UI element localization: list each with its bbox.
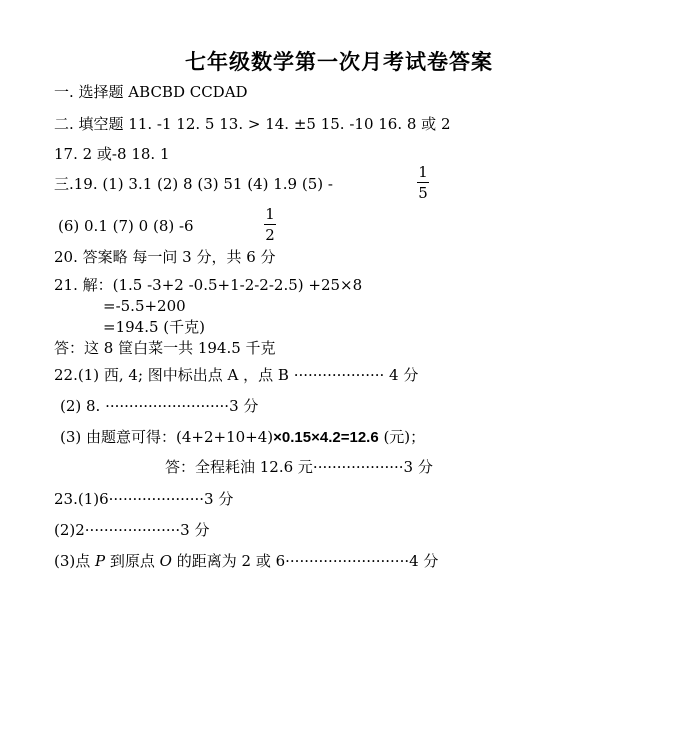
q22-line3-text: (3) 由题意可得：(4+2+10+4) — [60, 428, 274, 446]
q22-line1: 22.(1) 西, 4; 图中标出点 A ，点 B ··················· 4 分 — [54, 366, 419, 384]
q23-line3-suffix: 的距离为 2 或 6··························4 分 — [171, 552, 439, 570]
q23-line3-prefix: (3)点 — [54, 552, 96, 570]
q22-line3-bold-calc: ×0.15×4.2=12.6 — [273, 429, 379, 446]
q22-line3 — [60, 428, 425, 447]
q19-fraction2-denominator: 2 — [265, 226, 275, 244]
q19-answers-line1: 三.19. (1) 3.1 (2) 8 (3) 51 (4) 1.9 (5) - — [54, 175, 333, 193]
q23-point-o: O — [159, 552, 172, 570]
q19-fraction2-bar — [264, 224, 276, 225]
q19-fraction1-bar — [417, 182, 429, 183]
q22-conclusion: 答：全程耗油 12.6 元···················3 分 — [165, 458, 433, 476]
q19-fraction1-denominator: 5 — [418, 184, 428, 202]
q23-line3-middle: 到原点 — [105, 552, 160, 570]
page-title: 七年级数学第一次月考试卷答案 — [185, 49, 493, 74]
q19-fraction1-numerator: 1 — [418, 163, 428, 181]
q21-line1: 21. 解：(1.5 -3+2 -0.5+1-2-2-2.5) +25×8 — [54, 276, 363, 294]
q19-fraction2-numerator: 1 — [265, 205, 275, 223]
q22-line2: (2) 8. ··························3 分 — [60, 397, 259, 415]
q23-point-p: P — [95, 552, 106, 570]
q21-line3: =194.5 (千克) — [103, 318, 205, 336]
q23-line3 — [54, 552, 438, 570]
section-choice-answers: 一. 选择题 ABCBD CCDAD — [54, 83, 248, 101]
q21-conclusion: 答：这 8 筐白菜一共 194.5 千克 — [54, 339, 276, 357]
q20-answer: 20. 答案略 每一问 3 分，共 6 分 — [54, 248, 276, 266]
section-fill-answers-line2: 17. 2 或-8 18. 1 — [54, 145, 170, 163]
q21-line2: =-5.5+200 — [103, 297, 186, 315]
q19-answers-line2: (6) 0.1 (7) 0 (8) -6 — [58, 217, 194, 235]
q23-line2: (2)2····················3 分 — [54, 521, 210, 539]
section-fill-answers-line1: 二. 填空题 11. -1 12. 5 13. > 14. ±5 15. -10 16. 8 或 2 — [54, 115, 451, 133]
q23-line1: 23.(1)6····················3 分 — [54, 490, 234, 508]
q22-line3-unit: (元)； — [378, 428, 426, 446]
